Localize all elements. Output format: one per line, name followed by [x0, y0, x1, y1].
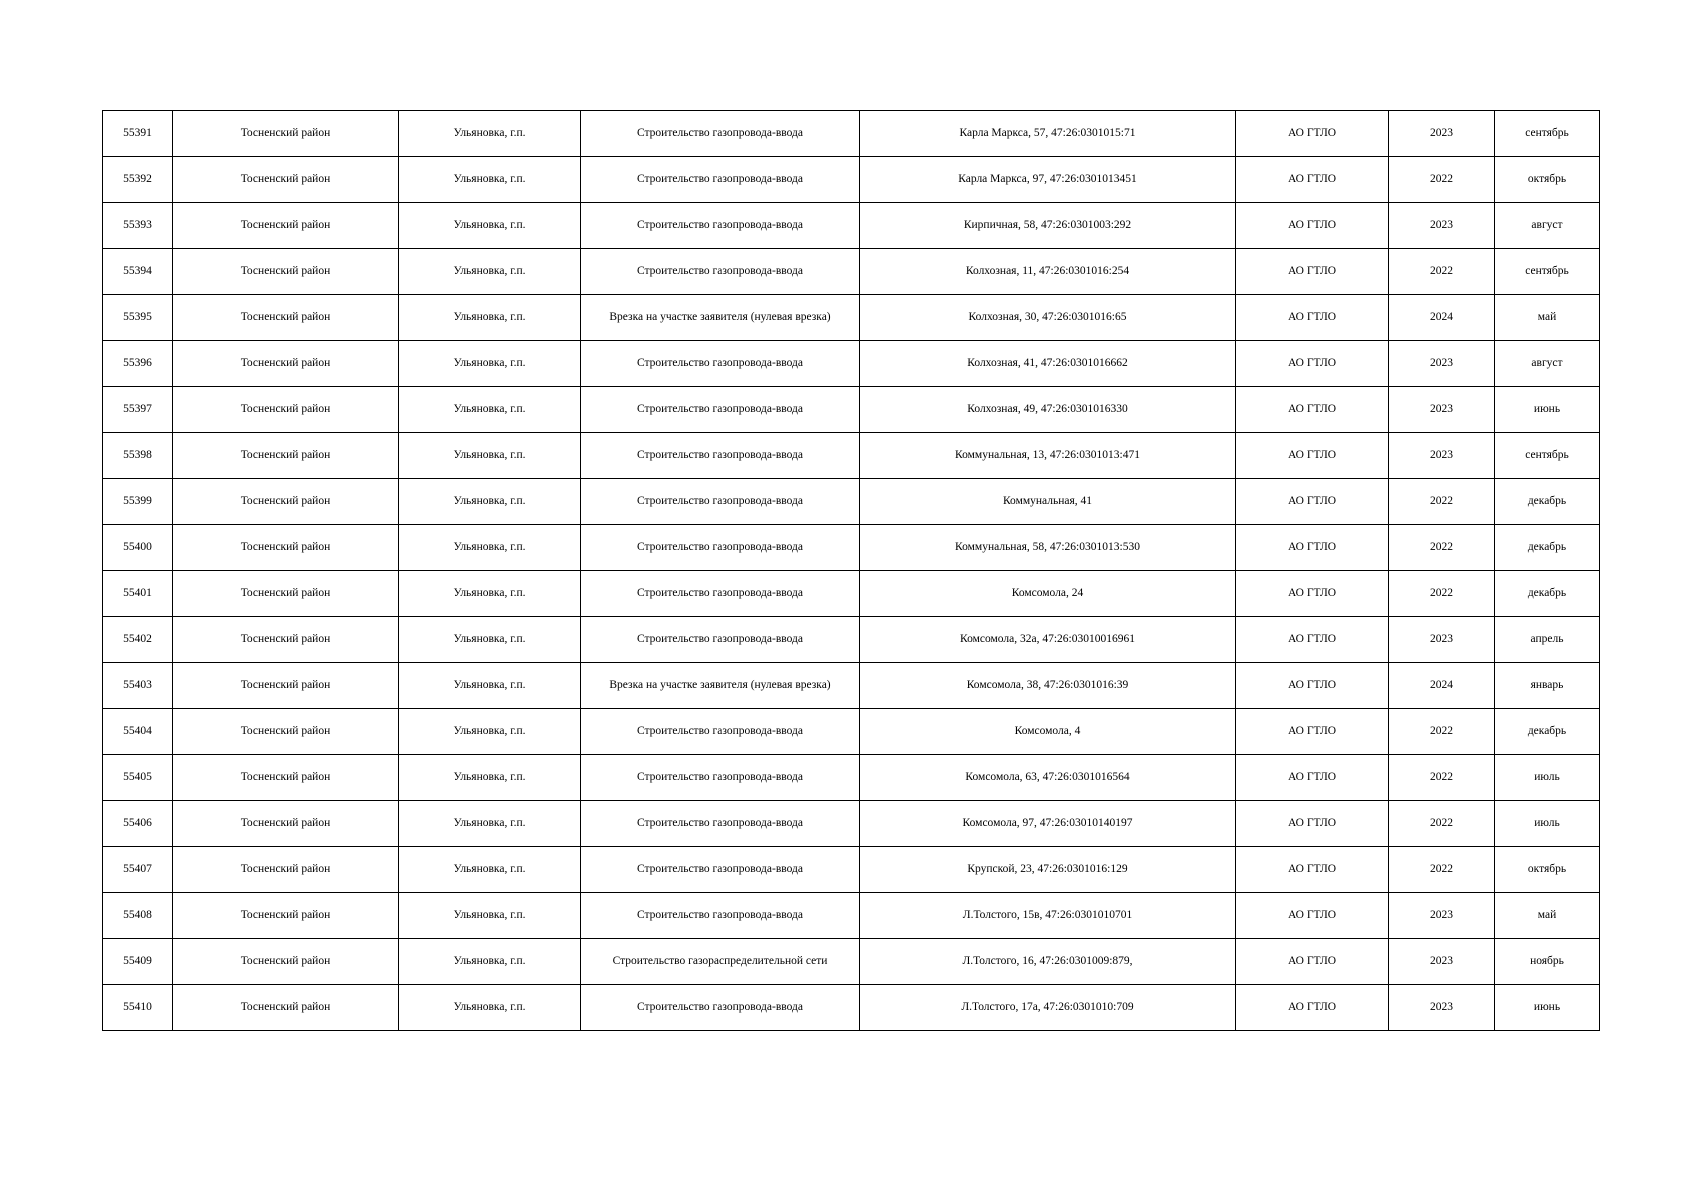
month-cell: октябрь: [1495, 157, 1600, 203]
table-row: [103, 663, 1600, 709]
record-id-cell: 55410: [103, 985, 173, 1031]
address-cell: Колхозная, 41, 47:26:0301016662: [860, 341, 1236, 387]
settlement-cell: Ульяновка, г.п.: [399, 801, 581, 847]
address-cell: Карла Маркса, 97, 47:26:0301013451: [860, 157, 1236, 203]
organization-cell: АО ГТЛО: [1236, 249, 1389, 295]
table-row: [103, 617, 1600, 663]
record-id-cell: 55401: [103, 571, 173, 617]
district-cell: Тосненский район: [173, 111, 399, 157]
settlement-cell: Ульяновка, г.п.: [399, 985, 581, 1031]
district-cell: Тосненский район: [173, 249, 399, 295]
table-row: [103, 479, 1600, 525]
organization-cell: АО ГТЛО: [1236, 755, 1389, 801]
record-id-cell: 55405: [103, 755, 173, 801]
work-type-cell: Строительство газопровода-ввода: [581, 617, 860, 663]
table-row: [103, 295, 1600, 341]
table-row: [103, 157, 1600, 203]
work-type-cell: Строительство газопровода-ввода: [581, 985, 860, 1031]
organization-cell: АО ГТЛО: [1236, 663, 1389, 709]
record-id-cell: 55393: [103, 203, 173, 249]
work-type-cell: Врезка на участке заявителя (нулевая врезка): [581, 663, 860, 709]
month-cell: июнь: [1495, 985, 1600, 1031]
year-cell: 2024: [1389, 663, 1495, 709]
settlement-cell: Ульяновка, г.п.: [399, 893, 581, 939]
table-row: [103, 571, 1600, 617]
table-row: [103, 801, 1600, 847]
table-body: [103, 111, 1600, 1031]
district-cell: Тосненский район: [173, 893, 399, 939]
district-cell: Тосненский район: [173, 571, 399, 617]
record-id-cell: 55406: [103, 801, 173, 847]
month-cell: май: [1495, 295, 1600, 341]
district-cell: Тосненский район: [173, 847, 399, 893]
month-cell: декабрь: [1495, 479, 1600, 525]
work-type-cell: Строительство газопровода-ввода: [581, 249, 860, 295]
district-cell: Тосненский район: [173, 479, 399, 525]
work-type-cell: Строительство газопровода-ввода: [581, 571, 860, 617]
table-row: [103, 341, 1600, 387]
organization-cell: АО ГТЛО: [1236, 939, 1389, 985]
table-row: [103, 847, 1600, 893]
work-type-cell: Строительство газопровода-ввода: [581, 157, 860, 203]
settlement-cell: Ульяновка, г.п.: [399, 203, 581, 249]
district-cell: Тосненский район: [173, 341, 399, 387]
year-cell: 2022: [1389, 157, 1495, 203]
month-cell: январь: [1495, 663, 1600, 709]
address-cell: Комсомола, 97, 47:26:03010140197: [860, 801, 1236, 847]
settlement-cell: Ульяновка, г.п.: [399, 295, 581, 341]
district-cell: Тосненский район: [173, 433, 399, 479]
work-type-cell: Строительство газопровода-ввода: [581, 203, 860, 249]
address-cell: Крупской, 23, 47:26:0301016:129: [860, 847, 1236, 893]
record-id-cell: 55394: [103, 249, 173, 295]
record-id-cell: 55407: [103, 847, 173, 893]
year-cell: 2024: [1389, 295, 1495, 341]
year-cell: 2023: [1389, 203, 1495, 249]
settlement-cell: Ульяновка, г.п.: [399, 433, 581, 479]
work-type-cell: Строительство газопровода-ввода: [581, 755, 860, 801]
table-row: [103, 433, 1600, 479]
organization-cell: АО ГТЛО: [1236, 571, 1389, 617]
district-cell: Тосненский район: [173, 617, 399, 663]
record-id-cell: 55392: [103, 157, 173, 203]
settlement-cell: Ульяновка, г.п.: [399, 479, 581, 525]
table-row: [103, 709, 1600, 755]
year-cell: 2023: [1389, 985, 1495, 1031]
work-type-cell: Строительство газопровода-ввода: [581, 341, 860, 387]
year-cell: 2022: [1389, 755, 1495, 801]
year-cell: 2023: [1389, 939, 1495, 985]
settlement-cell: Ульяновка, г.п.: [399, 249, 581, 295]
table-row: [103, 203, 1600, 249]
table-row: [103, 111, 1600, 157]
month-cell: апрель: [1495, 617, 1600, 663]
district-cell: Тосненский район: [173, 801, 399, 847]
address-cell: Комсомола, 24: [860, 571, 1236, 617]
work-type-cell: Врезка на участке заявителя (нулевая врезка): [581, 295, 860, 341]
district-cell: Тосненский район: [173, 755, 399, 801]
record-id-cell: 55404: [103, 709, 173, 755]
settlement-cell: Ульяновка, г.п.: [399, 341, 581, 387]
year-cell: 2023: [1389, 617, 1495, 663]
year-cell: 2022: [1389, 709, 1495, 755]
address-cell: Комсомола, 32а, 47:26:03010016961: [860, 617, 1236, 663]
settlement-cell: Ульяновка, г.п.: [399, 663, 581, 709]
district-cell: Тосненский район: [173, 157, 399, 203]
organization-cell: АО ГТЛО: [1236, 525, 1389, 571]
month-cell: сентябрь: [1495, 249, 1600, 295]
gasification-registry-table: [102, 110, 1600, 1031]
table-row: [103, 939, 1600, 985]
district-cell: Тосненский район: [173, 525, 399, 571]
month-cell: май: [1495, 893, 1600, 939]
address-cell: Л.Толстого, 16, 47:26:0301009:879,: [860, 939, 1236, 985]
address-cell: Комсомола, 38, 47:26:0301016:39: [860, 663, 1236, 709]
table-row: [103, 525, 1600, 571]
work-type-cell: Строительство газопровода-ввода: [581, 525, 860, 571]
table-row: [103, 893, 1600, 939]
organization-cell: АО ГТЛО: [1236, 295, 1389, 341]
month-cell: декабрь: [1495, 525, 1600, 571]
settlement-cell: Ульяновка, г.п.: [399, 111, 581, 157]
organization-cell: АО ГТЛО: [1236, 801, 1389, 847]
year-cell: 2023: [1389, 387, 1495, 433]
month-cell: сентябрь: [1495, 433, 1600, 479]
address-cell: Колхозная, 11, 47:26:0301016:254: [860, 249, 1236, 295]
address-cell: Л.Толстого, 17а, 47:26:0301010:709: [860, 985, 1236, 1031]
work-type-cell: Строительство газораспределительной сети: [581, 939, 860, 985]
district-cell: Тосненский район: [173, 985, 399, 1031]
settlement-cell: Ульяновка, г.п.: [399, 709, 581, 755]
organization-cell: АО ГТЛО: [1236, 985, 1389, 1031]
year-cell: 2022: [1389, 249, 1495, 295]
record-id-cell: 55397: [103, 387, 173, 433]
district-cell: Тосненский район: [173, 387, 399, 433]
settlement-cell: Ульяновка, г.п.: [399, 847, 581, 893]
organization-cell: АО ГТЛО: [1236, 893, 1389, 939]
table-row: [103, 755, 1600, 801]
work-type-cell: Строительство газопровода-ввода: [581, 387, 860, 433]
settlement-cell: Ульяновка, г.п.: [399, 387, 581, 433]
work-type-cell: Строительство газопровода-ввода: [581, 479, 860, 525]
month-cell: июнь: [1495, 387, 1600, 433]
settlement-cell: Ульяновка, г.п.: [399, 525, 581, 571]
district-cell: Тосненский район: [173, 203, 399, 249]
settlement-cell: Ульяновка, г.п.: [399, 755, 581, 801]
record-id-cell: 55399: [103, 479, 173, 525]
year-cell: 2022: [1389, 801, 1495, 847]
address-cell: Коммунальная, 58, 47:26:0301013:530: [860, 525, 1236, 571]
organization-cell: АО ГТЛО: [1236, 479, 1389, 525]
record-id-cell: 55395: [103, 295, 173, 341]
month-cell: октябрь: [1495, 847, 1600, 893]
record-id-cell: 55398: [103, 433, 173, 479]
month-cell: август: [1495, 203, 1600, 249]
month-cell: ноябрь: [1495, 939, 1600, 985]
year-cell: 2023: [1389, 433, 1495, 479]
work-type-cell: Строительство газопровода-ввода: [581, 893, 860, 939]
work-type-cell: Строительство газопровода-ввода: [581, 801, 860, 847]
work-type-cell: Строительство газопровода-ввода: [581, 433, 860, 479]
address-cell: Л.Толстого, 15в, 47:26:0301010701: [860, 893, 1236, 939]
address-cell: Комсомола, 4: [860, 709, 1236, 755]
settlement-cell: Ульяновка, г.п.: [399, 157, 581, 203]
address-cell: Коммунальная, 41: [860, 479, 1236, 525]
settlement-cell: Ульяновка, г.п.: [399, 617, 581, 663]
year-cell: 2022: [1389, 525, 1495, 571]
record-id-cell: 55403: [103, 663, 173, 709]
record-id-cell: 55396: [103, 341, 173, 387]
month-cell: июль: [1495, 755, 1600, 801]
district-cell: Тосненский район: [173, 709, 399, 755]
organization-cell: АО ГТЛО: [1236, 341, 1389, 387]
address-cell: Карла Маркса, 57, 47:26:0301015:71: [860, 111, 1236, 157]
settlement-cell: Ульяновка, г.п.: [399, 939, 581, 985]
record-id-cell: 55402: [103, 617, 173, 663]
year-cell: 2023: [1389, 341, 1495, 387]
record-id-cell: 55408: [103, 893, 173, 939]
organization-cell: АО ГТЛО: [1236, 709, 1389, 755]
address-cell: Колхозная, 49, 47:26:0301016330: [860, 387, 1236, 433]
record-id-cell: 55409: [103, 939, 173, 985]
year-cell: 2022: [1389, 571, 1495, 617]
organization-cell: АО ГТЛО: [1236, 111, 1389, 157]
month-cell: август: [1495, 341, 1600, 387]
address-cell: Комсомола, 63, 47:26:0301016564: [860, 755, 1236, 801]
year-cell: 2022: [1389, 479, 1495, 525]
table-row: [103, 249, 1600, 295]
month-cell: июль: [1495, 801, 1600, 847]
organization-cell: АО ГТЛО: [1236, 157, 1389, 203]
organization-cell: АО ГТЛО: [1236, 847, 1389, 893]
work-type-cell: Строительство газопровода-ввода: [581, 111, 860, 157]
month-cell: сентябрь: [1495, 111, 1600, 157]
month-cell: декабрь: [1495, 709, 1600, 755]
table-row: [103, 387, 1600, 433]
district-cell: Тосненский район: [173, 295, 399, 341]
settlement-cell: Ульяновка, г.п.: [399, 571, 581, 617]
work-type-cell: Строительство газопровода-ввода: [581, 847, 860, 893]
record-id-cell: 55400: [103, 525, 173, 571]
year-cell: 2022: [1389, 847, 1495, 893]
address-cell: Кирпичная, 58, 47:26:0301003:292: [860, 203, 1236, 249]
month-cell: декабрь: [1495, 571, 1600, 617]
record-id-cell: 55391: [103, 111, 173, 157]
district-cell: Тосненский район: [173, 663, 399, 709]
organization-cell: АО ГТЛО: [1236, 433, 1389, 479]
year-cell: 2023: [1389, 111, 1495, 157]
table-row: [103, 985, 1600, 1031]
work-type-cell: Строительство газопровода-ввода: [581, 709, 860, 755]
organization-cell: АО ГТЛО: [1236, 617, 1389, 663]
organization-cell: АО ГТЛО: [1236, 203, 1389, 249]
address-cell: Колхозная, 30, 47:26:0301016:65: [860, 295, 1236, 341]
organization-cell: АО ГТЛО: [1236, 387, 1389, 433]
address-cell: Коммунальная, 13, 47:26:0301013:471: [860, 433, 1236, 479]
year-cell: 2023: [1389, 893, 1495, 939]
district-cell: Тосненский район: [173, 939, 399, 985]
